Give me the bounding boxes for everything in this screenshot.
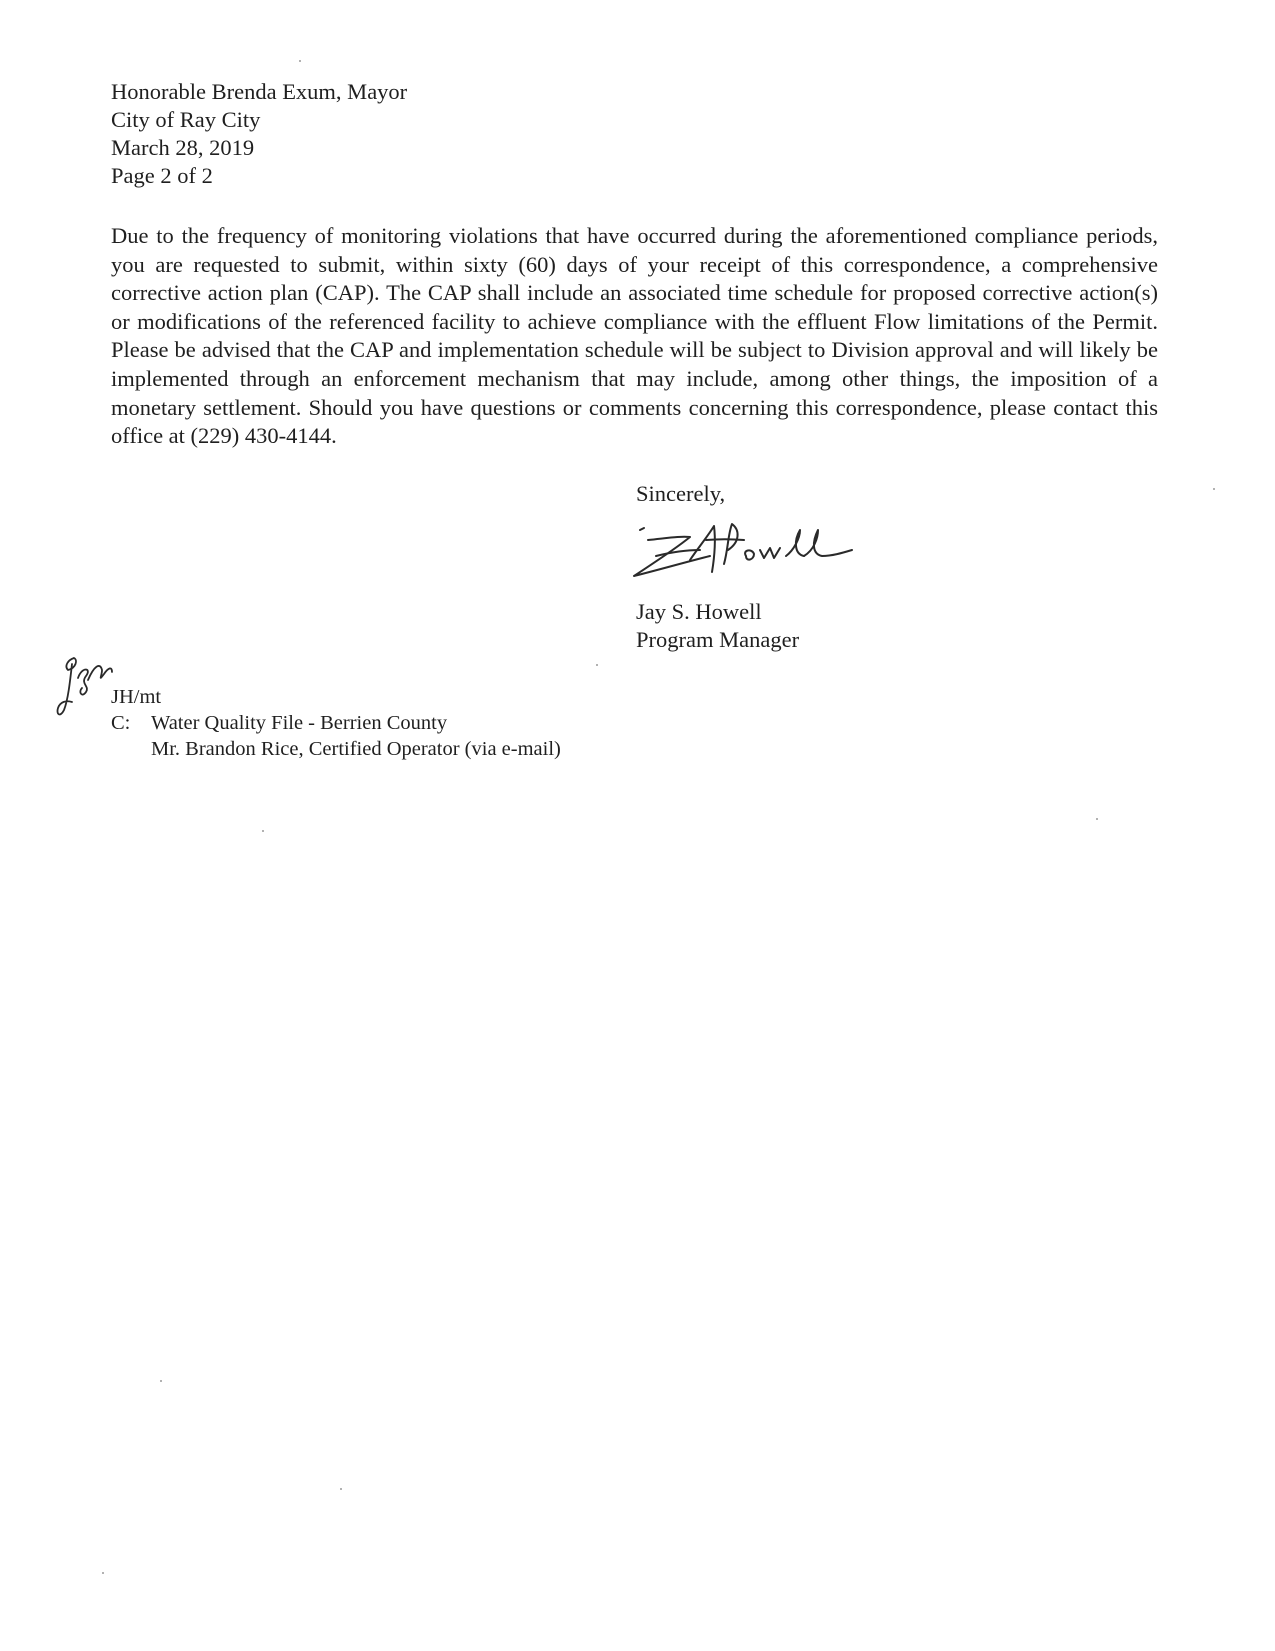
letter-header — [111, 78, 407, 190]
date-line: March 28, 2019 — [111, 135, 255, 160]
scan-speck — [262, 830, 264, 832]
scan-speck — [1213, 488, 1215, 490]
cc-label: C: — [111, 712, 131, 734]
scan-speck — [102, 1572, 104, 1574]
handwritten-signature — [628, 520, 878, 592]
signer-title: Program Manager — [636, 627, 800, 652]
scan-speck — [160, 1380, 162, 1382]
scan-speck — [596, 664, 598, 666]
handwritten-initials — [52, 652, 118, 724]
typist-initials: JH/mt — [111, 686, 162, 708]
organization-line: City of Ray City — [111, 107, 261, 132]
recipient-line: Honorable Brenda Exum, Mayor — [111, 79, 408, 104]
scan-speck — [299, 60, 301, 62]
closing-salutation: Sincerely, — [636, 481, 726, 506]
cc-recipient: Water Quality File - Berrien County — [151, 712, 448, 734]
cc-list — [151, 710, 561, 762]
signer-block — [636, 598, 799, 654]
letter-footer — [111, 684, 561, 762]
cc-block — [111, 710, 561, 762]
cc-recipient: Mr. Brandon Rice, Certified Operator (via e-mail) — [151, 738, 561, 760]
scan-speck — [1096, 818, 1098, 820]
page-number-line: Page 2 of 2 — [111, 163, 213, 188]
body-paragraph: Due to the frequency of monitoring violations that have occurred during the aforementioned compliance periods, you are requested to submit, within sixty (60) days of your receipt of this correspondence, a comprehensive corrective action plan (CAP). The CAP shall include an associated time schedule for proposed corrective action(s) or modifications of the referenced facility to achieve compliance with the effluent Flow limitations of the Permit. Please be advised that the CAP and implementation schedule will be subject to Division approval and will likely be implemented through an enforcement mechanism that may include, among other things, the imposition of a monetary settlement. Should you have questions or comments concerning this correspondence, please contact this office at (229) 430-4144. — [111, 223, 1158, 449]
signer-name: Jay S. Howell — [636, 599, 762, 624]
scan-speck — [340, 1488, 342, 1490]
